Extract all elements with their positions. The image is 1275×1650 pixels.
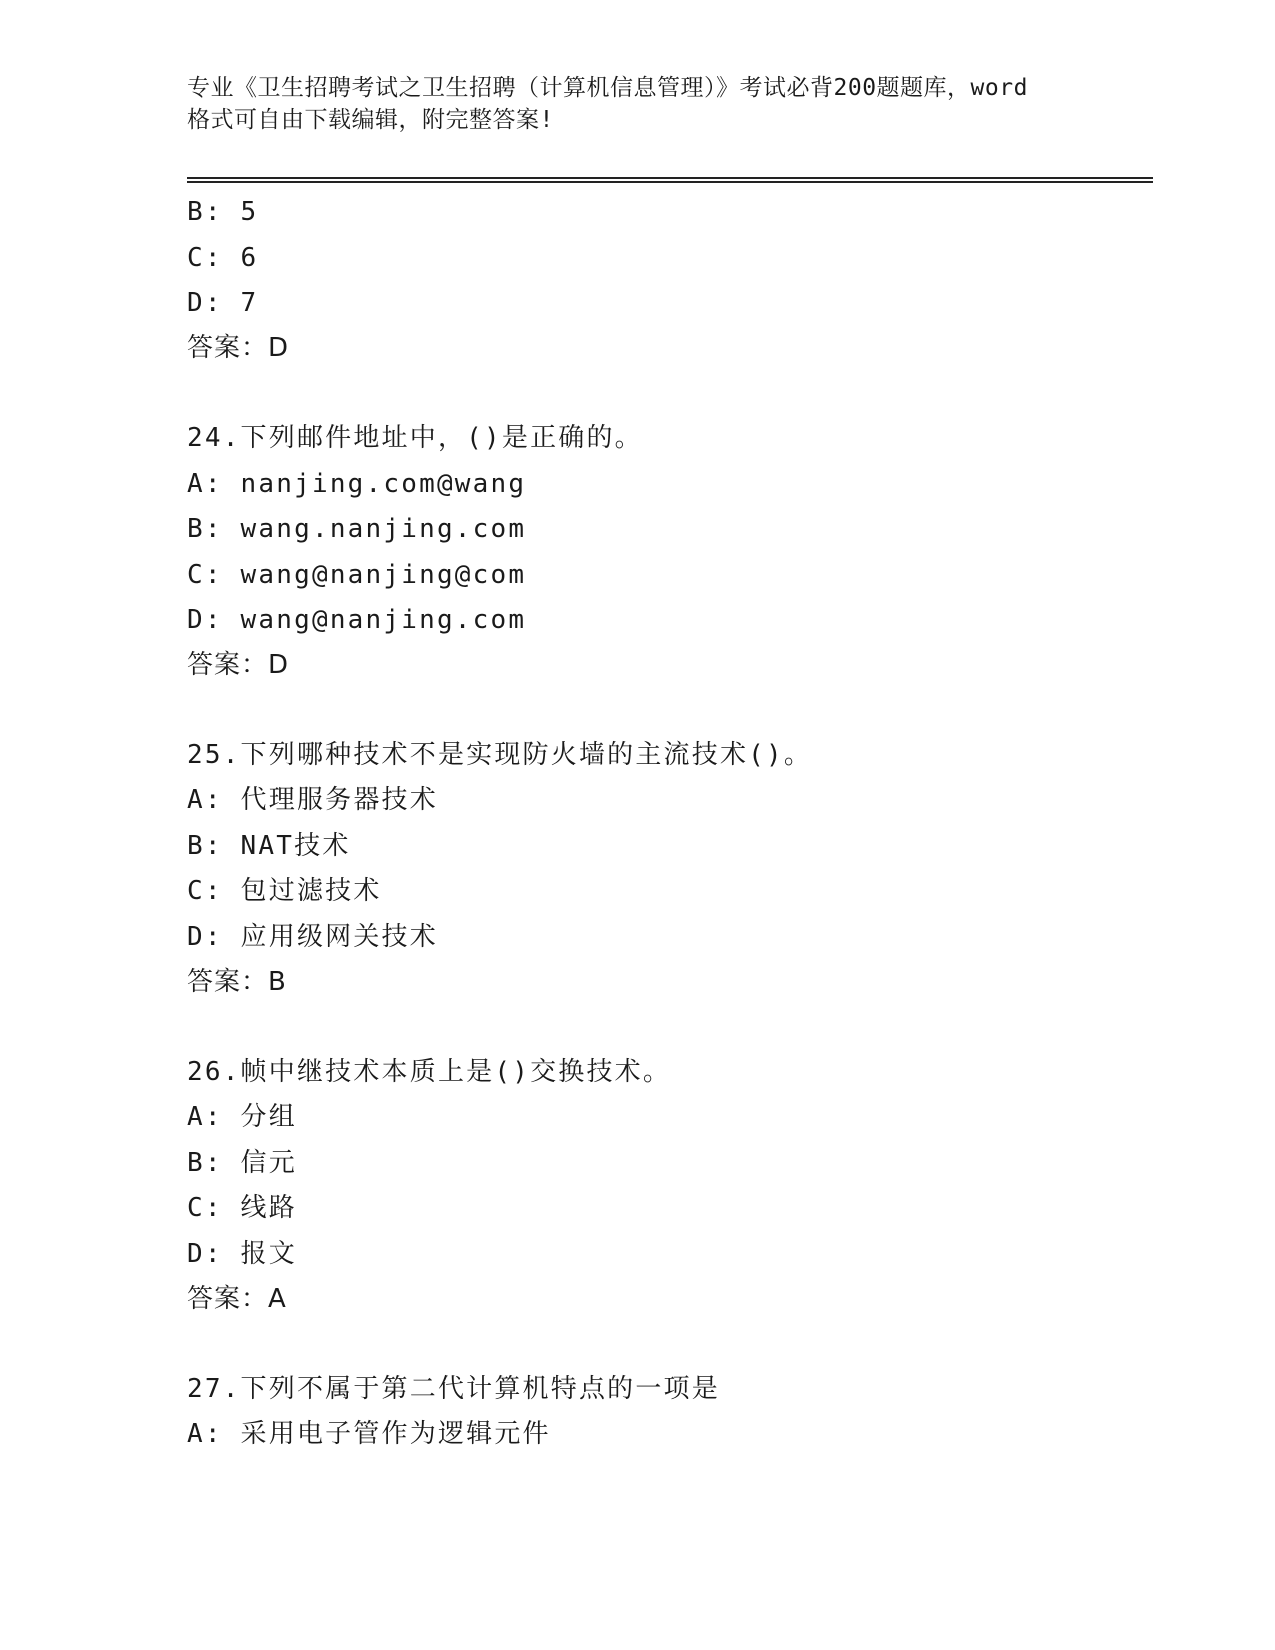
q27-option-a: A: 采用电子管作为逻辑元件: [187, 1419, 551, 1449]
q24-option-b: B: wang.nanjing.com: [187, 514, 527, 544]
q24-option-a: A: nanjing.com@wang: [187, 469, 527, 499]
document-title-line-1: 专业《卫生招聘考试之卫生招聘（计算机信息管理）》考试必背200题题库，word: [187, 75, 1028, 101]
q24-answer: 答案：D: [187, 650, 290, 680]
q27-question: 27.下列不属于第二代计算机特点的一项是: [187, 1374, 720, 1404]
q26-question: 26.帧中继技术本质上是()交换技术。: [187, 1057, 672, 1087]
q23-option-b: B: 5: [187, 197, 259, 227]
document-title-line-2: 格式可自由下载编辑，附完整答案!: [187, 107, 554, 133]
q23-answer: 答案：D: [187, 333, 290, 363]
header-divider-top: [187, 177, 1153, 179]
q24-question: 24.下列邮件地址中，()是正确的。: [187, 423, 643, 453]
q25-option-a: A: 代理服务器技术: [187, 785, 438, 815]
q26-answer: 答案：A: [187, 1284, 287, 1314]
q24-option-d: D: wang@nanjing.com: [187, 605, 527, 635]
q26-option-c: C: 线路: [187, 1193, 297, 1223]
q26-option-d: D: 报文: [187, 1239, 297, 1269]
q25-option-b: B: NAT技术: [187, 831, 351, 861]
q26-option-a: A: 分组: [187, 1102, 297, 1132]
q26-option-b: B: 信元: [187, 1148, 297, 1178]
q25-answer: 答案：B: [187, 967, 287, 997]
q24-option-c: C: wang@nanjing@com: [187, 560, 527, 590]
header-divider-bottom: [187, 181, 1153, 183]
q25-question: 25.下列哪种技术不是实现防火墙的主流技术()。: [187, 740, 813, 770]
q23-option-d: D: 7: [187, 288, 259, 318]
q23-option-c: C: 6: [187, 243, 259, 273]
q25-option-c: C: 包过滤技术: [187, 876, 382, 906]
q25-option-d: D: 应用级网关技术: [187, 922, 438, 952]
